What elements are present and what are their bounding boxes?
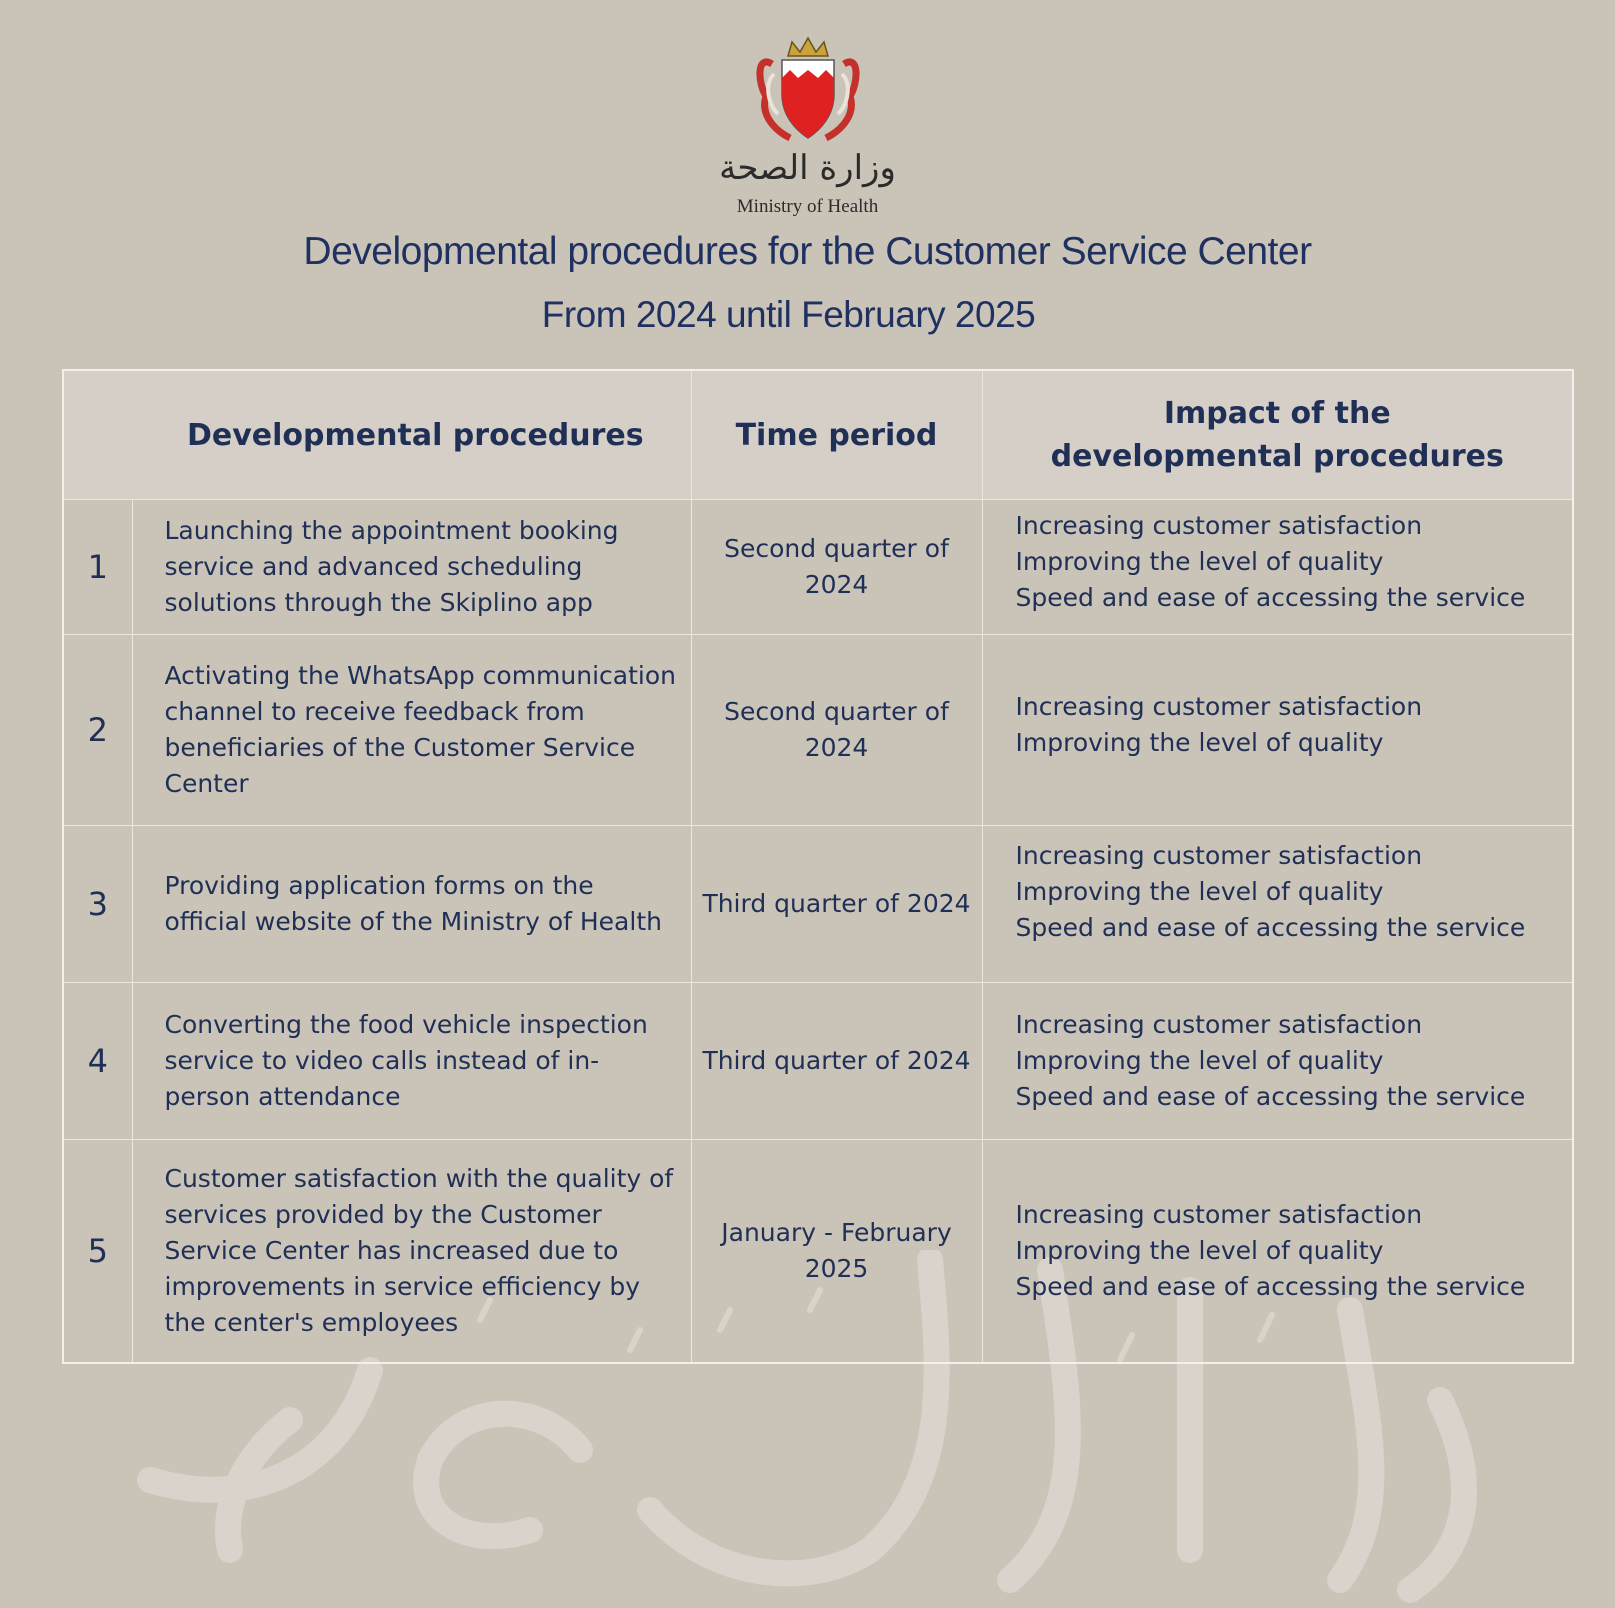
time-period: Second quarter of 2024 [691, 635, 982, 826]
impact-item: Speed and ease of accessing the service [1015, 1271, 1526, 1301]
procedure-text: Customer satisfaction with the quality of services provided by the Customer Service Center has increased due to improvements in service efficiency by the center's employees [132, 1140, 691, 1363]
impact-item: Improving the level of quality [1015, 547, 1384, 576]
time-period: January - February 2025 [691, 1140, 982, 1363]
impact-item: Increasing customer satisfaction [1015, 841, 1423, 870]
procedure-text: Providing application forms on the official website of the Ministry of Health [132, 826, 691, 983]
page-title: Developmental procedures for the Customer Service Center [303, 230, 1312, 273]
header-time-period: Time period [691, 370, 982, 500]
subtitle-text: From 2024 until February 2025 [541, 294, 1036, 335]
row-number: 1 [63, 500, 132, 635]
impact-list [982, 826, 1573, 983]
impact-item: Improving the level of quality [1015, 728, 1384, 757]
procedure-text: Launching the appointment booking service and advanced scheduling solutions through the Skiplino app [132, 500, 691, 635]
header-number-cell [63, 370, 132, 500]
impact-item: Speed and ease of accessing the service [1015, 1082, 1526, 1111]
time-period: Second quarter of 2024 [691, 500, 982, 635]
impact-item: Improving the level of quality [1015, 1235, 1384, 1265]
page-subtitle [0, 294, 1615, 336]
impact-list [982, 983, 1573, 1140]
header-impact-line2: developmental procedures [1050, 439, 1504, 474]
procedure-text: Converting the food vehicle inspection service to video calls instead of in-person attendance [132, 983, 691, 1140]
row-number: 5 [63, 1140, 132, 1363]
procedure-text: Activating the WhatsApp communication channel to receive feedback from beneficiaries of the Customer Service Center [132, 635, 691, 826]
table-row [63, 500, 1573, 635]
impact-list [982, 1140, 1573, 1363]
time-period: Third quarter of 2024 [691, 826, 982, 983]
impact-item: Increasing customer satisfaction [1015, 1010, 1423, 1039]
impact-item: Speed and ease of accessing the service [1015, 583, 1526, 612]
time-period: Third quarter of 2024 [691, 983, 982, 1140]
impact-item: Increasing customer satisfaction [1015, 1199, 1423, 1229]
table-row [63, 635, 1573, 826]
header-procedures: Developmental procedures [132, 370, 691, 500]
row-number: 3 [63, 826, 132, 983]
header-impact [982, 370, 1573, 500]
impact-item: Speed and ease of accessing the service [1015, 913, 1526, 942]
table-row [63, 826, 1573, 983]
table-header-row [63, 370, 1573, 500]
row-number: 2 [63, 635, 132, 826]
impact-item: Improving the level of quality [1015, 1046, 1384, 1075]
impact-item: Increasing customer satisfaction [1015, 511, 1423, 540]
procedures-table [62, 369, 1574, 1364]
ministry-name-arabic: وزارة الصحة [719, 148, 896, 188]
ministry-name-english: Ministry of Health [736, 196, 879, 217]
impact-list [982, 500, 1573, 635]
table-row [63, 1140, 1573, 1363]
impact-list [982, 635, 1573, 826]
bahrain-coat-of-arms-logo [752, 34, 864, 146]
impact-item: Increasing customer satisfaction [1015, 692, 1423, 721]
header-impact-line1: Impact of the [1163, 396, 1391, 431]
row-number: 4 [63, 983, 132, 1140]
table-row [63, 983, 1573, 1140]
impact-item: Improving the level of quality [1015, 877, 1384, 906]
